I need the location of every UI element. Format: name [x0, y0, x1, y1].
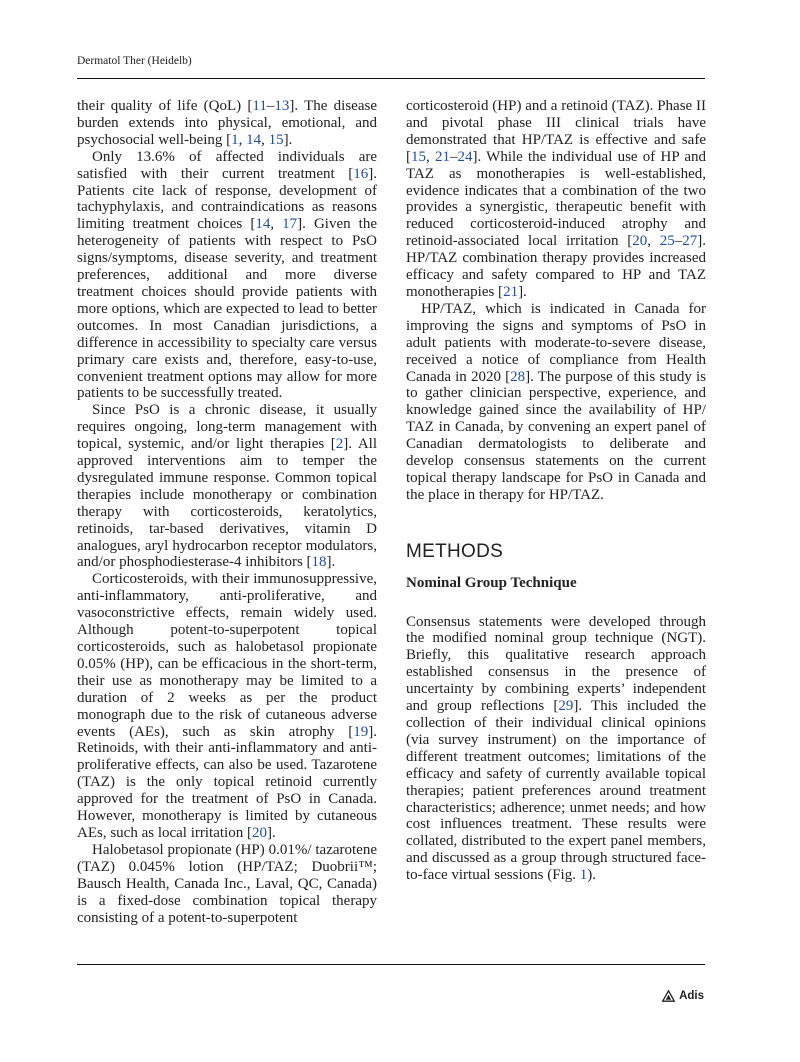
body-text: Halobetasol propionate (HP) 0.01%/ tazarotene (TAZ) 0.045% lotion (HP/TAZ; Duobrii™; Bausch Health, Canada Inc., Laval, QC, Canada) is a fixed-dose combination topical therapy consisting of a potent-to-superpotent — [77, 841, 377, 926]
citation-link[interactable]: 20 — [632, 233, 648, 250]
body-text: ]. The disease burden extends into physical, emotional, and psychosocial well-being [ — [77, 98, 377, 148]
body-text: – — [449, 148, 458, 165]
citation-link[interactable]: 2 — [335, 436, 344, 453]
body-text: ]. — [326, 554, 336, 571]
citation-link[interactable]: 16 — [353, 165, 369, 182]
citation-link[interactable]: 27 — [682, 233, 698, 250]
citation-link[interactable]: 1 — [579, 867, 588, 884]
citation-link[interactable]: 13 — [274, 98, 290, 114]
header-rule — [77, 78, 705, 79]
body-text: their quality of life (QoL) [ — [77, 98, 253, 114]
running-head: Dermatol Ther (Heidelb) — [77, 55, 192, 67]
paragraph-chronic-disease — [77, 402, 377, 571]
citation-link[interactable]: 24 — [457, 148, 473, 165]
citation-link[interactable]: 20 — [251, 824, 267, 841]
body-text: HP/TAZ, which is indicated in Canada for improving the signs and symptoms of PsO in adult patients with moderate-to-severe disease, received a notice of compliance from Health Canada in 2020 [ — [406, 300, 706, 385]
body-text: Consensus statements were developed through the modified nominal group technique (NGT). Briefly, this qualitative research approach established consensus in the presence of uncertainty by combining experts’ independent and group reflections [ — [406, 613, 706, 715]
nominal-group-technique-subheading: Nominal Group Technique — [406, 574, 577, 591]
publisher-name: Adis — [679, 990, 704, 1002]
body-text: ]. Retinoids, with their anti-inflammatory and anti-proliferative effects, can also be used. Tazarotene (TAZ) is the only topical retinoid currently approved for the treatment of PsO in Canada. However, monotherapy is limited by cutaneous AEs, such as local irritation [ — [77, 723, 377, 841]
body-text: ]. This included the collection of their individual clinical opinions (via survey instrument) on the importance of different treatment outcomes; limitations of the efficacy and safety of currently available topical therapies; patient preferences around treatment characteristics; adherence; unmet needs; and how cost influences treatment. These results were collated, distributed to the expert panel members, and discussed as a group through structured face-to-face virtual sessions (Fig. — [406, 698, 707, 884]
body-text: ]. Given the heterogeneity of patients with respect to PsO signs/symptoms, disease severity, and treatment preferences, additional and more diverse treatment choices should provide patients with more options, which are expected to lead to better outcomes. In most Canadian jurisdictions, a difference in accessibility to specialty care versus primary care exists and, therefore, easy-to-use, convenient treatment options may allow for more patients to be successfully treated. — [77, 216, 377, 402]
citation-link[interactable]: 19 — [353, 723, 369, 740]
body-text: – — [266, 98, 275, 114]
body-text: , — [426, 148, 435, 165]
citation-link[interactable]: 28 — [510, 368, 526, 385]
body-text: ]. — [283, 131, 293, 148]
citation-link[interactable]: 15 — [268, 131, 284, 148]
body-text: ]. Patients cite lack of response, development of tachyphylaxis, and contraindications as reasons limiting treatment choices [ — [77, 165, 377, 233]
paragraph-qol — [77, 98, 377, 149]
paragraph-combination-evidence — [406, 98, 706, 301]
methods-heading: METHODS — [406, 540, 504, 562]
left-column — [77, 98, 377, 926]
body-text: ]. While the individual use of HP and TAZ as monotherapies is well-established, evidence indicates that a combination of the two provides a synergistic, therapeutic benefit with reduced corticosteroid-induced atrophy and retinoid-associated local irritation [ — [406, 148, 707, 250]
body-text: , — [270, 216, 283, 233]
body-text: , — [238, 131, 247, 148]
citation-link[interactable]: 14 — [246, 131, 262, 148]
citation-link[interactable]: 21 — [434, 148, 450, 165]
body-text: , — [647, 233, 660, 250]
body-text: ]. HP/TAZ combination therapy provides increased efficacy and safety compared to HP and TAZ monotherapies [ — [406, 233, 707, 300]
paragraph-corticosteroids — [77, 571, 377, 842]
body-text: Since PsO is a chronic disease, it usually requires ongoing, long-term management with topical, systemic, and/or light therapies [ — [77, 402, 377, 453]
citation-link[interactable]: 29 — [558, 698, 574, 715]
paragraph-treatment-satisfaction — [77, 149, 377, 403]
right-column — [406, 98, 706, 884]
citation-link[interactable]: 11 — [252, 98, 267, 114]
body-text: Only 13.6% of affected individuals are satisfied with their current treatment [ — [77, 148, 377, 182]
citation-link[interactable]: 14 — [255, 216, 271, 233]
adis-triangle-icon — [662, 990, 675, 1002]
citation-link[interactable]: 18 — [311, 554, 327, 571]
publisher-logo — [662, 990, 704, 1002]
body-text: ]. The purpose of this study is to gather clinician perspective, experience, and knowledge gained since the availability of HP/ TAZ in Canada, by convening an expert panel of Canadian dermatologists to deliberate and develop consensus statements on the current topical therapy landscape for PsO in Canada and the place in therapy for HP/TAZ. — [406, 368, 706, 503]
body-text: – — [674, 233, 683, 250]
citation-link[interactable]: 21 — [503, 283, 519, 300]
citation-link[interactable]: 25 — [659, 233, 675, 250]
body-text: , — [261, 131, 269, 148]
body-text: Corticosteroids, with their immunosuppressive, anti-inflammatory, anti-proliferative, and vasoconstrictive effects, remain widely used. Although potent-to-superpotent topical corticosteroids, such as halobetasol propionate 0.05% (HP), can be efficacious in the short-term, their use as monotherapy may be limited to a duration of 2 weeks as per the product monograph due to the risk of cutaneous adverse events (AEs), such as skin atrophy [ — [77, 571, 377, 740]
body-text: ]. — [266, 824, 276, 841]
paragraph-study-purpose — [406, 301, 706, 504]
citation-link[interactable]: 17 — [282, 216, 298, 233]
body-text: ]. — [518, 283, 527, 300]
body-text: ]. All approved interventions aim to temper the dysregulated immune response. Common topical therapies include monotherapy or combination therapy with corticosteroids, keratolytics, retinoids, tar-based derivatives, vitamin D analogues, aryl hydrocarbon receptor modulators, and/or phosphodiesterase-4 inhibitors [ — [77, 436, 377, 571]
citation-link[interactable]: 1 — [231, 131, 239, 148]
footer-rule — [77, 964, 705, 965]
paragraph-ngt — [406, 614, 706, 885]
body-text: corticosteroid (HP) and a retinoid (TAZ). Phase II and pivotal phase III clinical trials have demonstrated that HP/TAZ is effective and safe [ — [406, 98, 706, 165]
body-text: ). — [587, 867, 596, 884]
paragraph-hp-taz-intro — [77, 842, 377, 927]
citation-link[interactable]: 15 — [411, 148, 426, 165]
